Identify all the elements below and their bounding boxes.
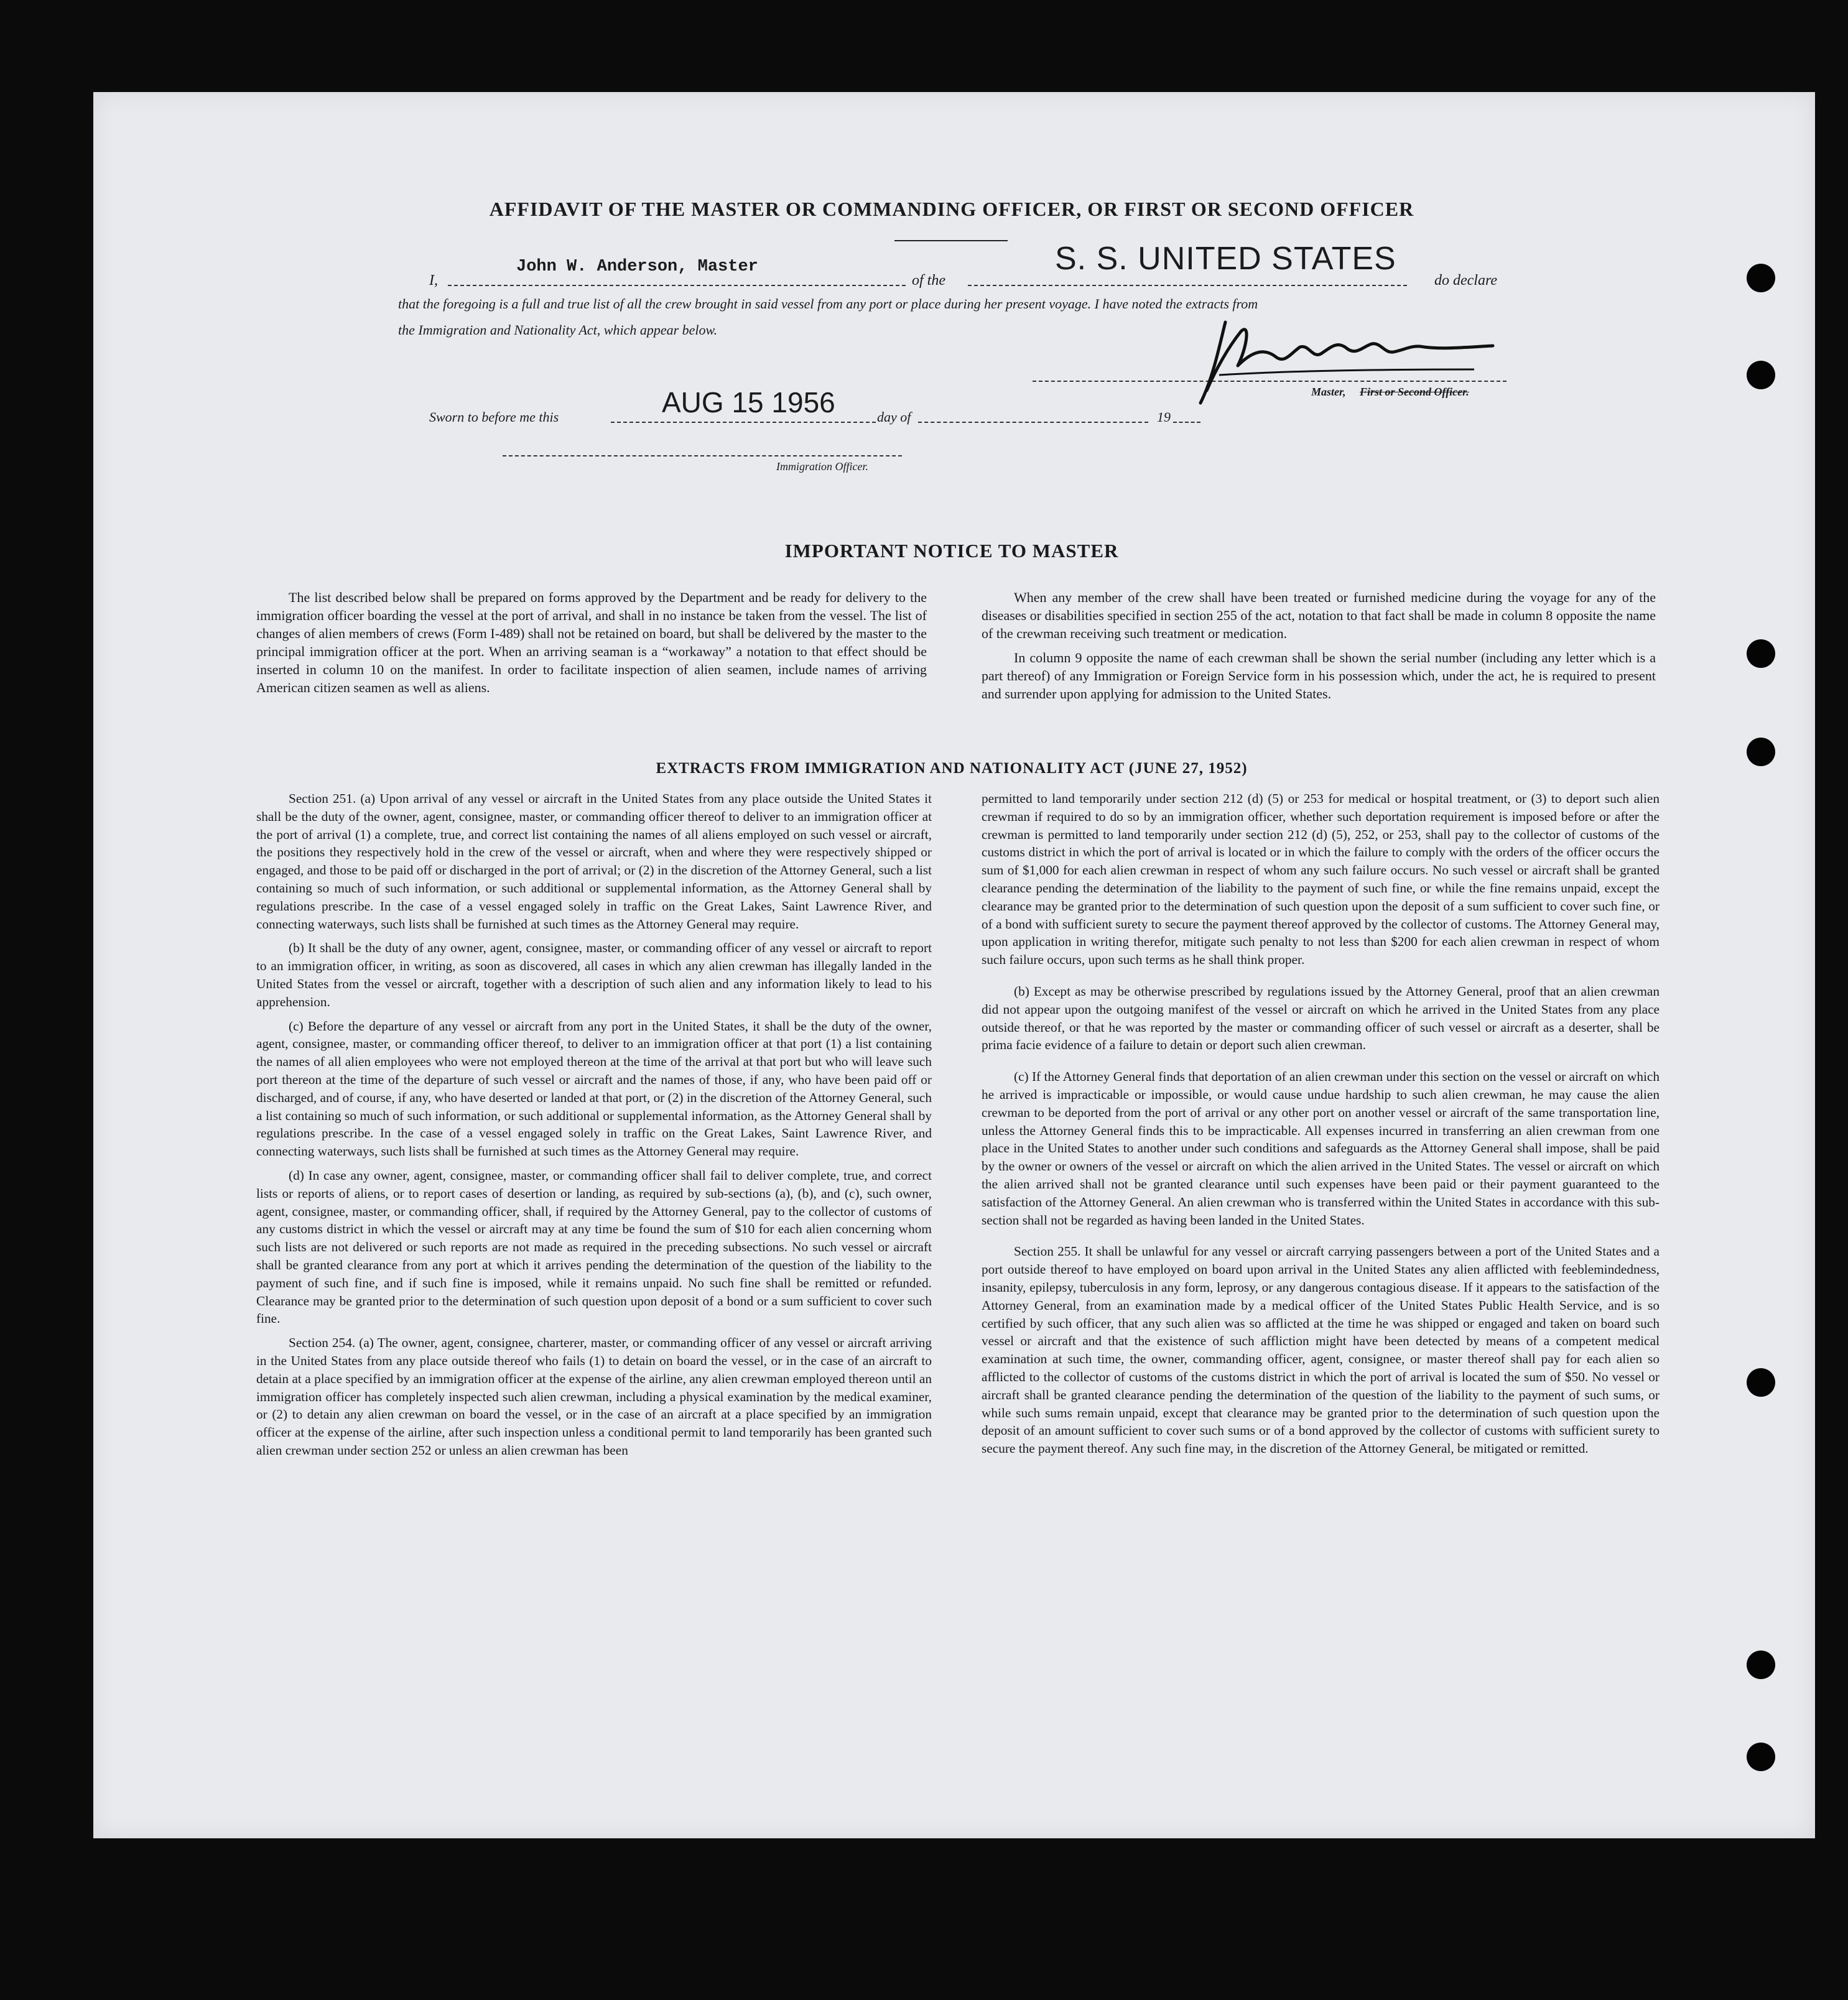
binder-hole — [1747, 264, 1775, 292]
extracts-right-column — [982, 790, 1660, 1464]
binder-hole — [1747, 639, 1775, 668]
master-name-field: John W. Anderson, Master — [516, 257, 758, 276]
notice-left-paragraph: The list described below shall be prepared on forms approved by the Department and be ready for delivery to the immigration officer boarding the vessel at the port of arrival, and shall in no instance be taken from the vessel. The list of changes of alien members of crews (Form I-489) shall not be retained on board, but shall be delivered by the master to the principal immigration officer at the port. When an arriving seaman is a “workaway” a notation to that effect should be inserted in column 10 on the manifest. In order to facilitate inspection of alien seamen, include names of arriving American citizen seamen as well as aliens. — [256, 590, 927, 695]
section-251-a: Section 251. (a) Upon arrival of any vessel or aircraft in the United States from any place outside the United States it shall be the duty of the owner, agent, consignee, master, or commanding officer thereof to deliver to an immigration officer at the port of arrival (1) a complete, true, and correct list containing the names of all aliens employed on such vessel or aircraft, the positions they respectively hold in the crew of the vessel or aircraft, when and where they were respectively shipped or engaged, and those to be paid off or discharged in the port of arrival; or (2) in the discretion of the Attorney General, such a list containing so much of such information, or such additional or supplemental information, as the Attorney General shall by regulations prescribe. In the case of a vessel engaged solely in traffic on the Great Lakes, Saint Lawrence River, and connecting waterways, such lists shall be furnished at such times as the Attorney General may require. — [256, 791, 932, 932]
immigration-officer-label: Immigration Officer. — [776, 460, 868, 473]
section-251-d: (d) In case any owner, agent, consignee, master, or commanding officer shall fail to deliver complete, true, and correct lists or reports of aliens, or to report cases of desertion or landing, as required by sub-sections (a), (b), and (c), such owner, agent, consignee, master, or commanding officer, shall, if required by the Attorney General, pay to the collector of customs of any customs district in which the vessel or aircraft may at any time be found the sum of $10 for each alien concerning whom such lists are not delivered or such reports are not made as required in the preceding subsections. No such vessel or aircraft shall be granted clearance from any port at which it arrives pending the determination of the question of the liability to the payment of such fine, and if such fine is imposed, while it remains unpaid. No such fine shall be remitted or refunded. Clearance may be granted prior to the determination of such question upon deposit of a bond or a sum sufficient to cover such fine. — [256, 1167, 932, 1326]
notice-right-column — [982, 588, 1656, 709]
declaration-line-2: the Immigration and Nationality Act, which appear below. — [398, 322, 718, 338]
extracts-left-column — [256, 790, 932, 1466]
notice-left-column — [256, 588, 927, 703]
do-declare-label: do declare — [1434, 272, 1498, 289]
declaration-line-1: that the foregoing is a full and true list of all the crew brought in said vessel from any port or place during her present voyage. I have noted the extracts from — [398, 296, 1258, 312]
binder-hole — [1747, 361, 1775, 389]
first-second-officer-struck: First or Second Officer. — [1360, 386, 1469, 398]
master-label: Master, — [1311, 386, 1346, 398]
day-of-label: day of — [877, 409, 911, 425]
of-the-label: of the — [912, 272, 945, 289]
notice-title: IMPORTANT NOTICE TO MASTER — [784, 540, 1119, 562]
section-251-b: (b) It shall be the duty of any owner, agent, consignee, master, or commanding officer of any vessel or aircraft to report to an immigration officer, in writing, as soon as discovered, all cases in which any alien crewman has illegally landed in the United States from the vessel or aircraft, together with a description of such alien and any information likely to lead to his apprehension. — [256, 940, 932, 1009]
section-255: Section 255. It shall be unlawful for any vessel or aircraft carrying passengers between a port of the United States and a port outside thereof to have employed on board upon arrival in the United States any alien afflicted with feeblemindedness, insanity, epilepsy, tuberculosis in any form, leprosy, or any dangerous contagious disease. If it appears to the satisfaction of the Attorney General, from an examination made by a medical officer of the United States Public Health Service, and is so certified by such officer, that any such alien was so afflicted at the time he was shipped or engaged and taken on board such vessel or aircraft and that the existence of such affliction might have been detected by means of a competent medical examination at such time, the owner, commanding officer, agent, consignee, or master thereof shall pay for each alien so afflicted to the collector of customs of the customs district in which the port of arrival is located the sum of $50. No vessel or aircraft shall be granted clearance pending the determination of the question of the liability to the payment of such sums, or while such sums remain unpaid, except that clearance may be granted prior to the determination of such question upon the deposit of an amount sufficient to cover such sums or of a bond approved by the collector of customs with sufficient surety to secure the payment thereof. Any such fine may, in the discretion of the Attorney General, be mitigated or remitted. — [982, 1244, 1660, 1456]
notice-right-paragraph-2: In column 9 opposite the name of each crewman shall be shown the serial number (including any letter which is a part thereof) of any Immigration or Foreign Service form in his possession which, under the act, he is required to present and surrender upon applying for admission to the United States. — [982, 650, 1656, 701]
sworn-day-line — [611, 422, 876, 423]
binder-hole — [1747, 1650, 1775, 1679]
notice-right-paragraph-1: When any member of the crew shall have been treated or furnished medicine during the voyage for any of the diseases or disabilities specified in section 255 of the act, notation to that fact shall be made in column 8 opposite the name of the crewman receiving such treatment or medication. — [982, 590, 1656, 641]
name-line — [448, 285, 906, 286]
year-line — [1173, 422, 1200, 423]
vessel-name-field: S. S. UNITED STATES — [1055, 241, 1396, 277]
year-label: 19 — [1157, 409, 1171, 425]
date-stamp: AUG 15 1956 — [662, 386, 835, 419]
extracts-title: EXTRACTS FROM IMMIGRATION AND NATIONALITY ACT (JUNE 27, 1952) — [656, 760, 1248, 777]
binder-hole — [1747, 1368, 1775, 1397]
i-label: I, — [429, 272, 438, 289]
binder-hole — [1747, 738, 1775, 766]
immigration-officer-line — [503, 455, 902, 456]
month-line — [918, 422, 1148, 423]
binder-hole — [1747, 1743, 1775, 1771]
section-254-a-continued: permitted to land temporarily under section 212 (d) (5) or 253 for medical or hospital treatment, or (3) to deport such alien crewman if required to do so by an immigration officer, whether such deportation requirement is imposed before or after the crewman is permitted to land temporarily under section 212 (d) (5), 252, or 253, shall pay to the collector of customs of the customs district in which the port of arrival is located or in which the failure to comply with the orders of the officer occurs the sum of $1,000 for each alien crewman in respect of whom any such failure occurs. No such vessel or aircraft shall be granted clearance pending the determination of the liability to the payment of such fine, or while the fine remains unpaid, except the clearance may be granted prior to the determination of such question upon the deposit of a sum sufficient to cover such fine, or of a bond with sufficient surety to secure the payment thereof approved by the collector of customs. The Attorney General may, upon application in writing therefor, mitigate such penalty to not less than $200 for each alien crewman in respect of whom such failure occurs, upon such terms as he shall think proper. — [982, 791, 1660, 968]
section-254-a: Section 254. (a) The owner, agent, consignee, charterer, master, or commanding officer of any vessel or aircraft arriving in the United States from any place outside thereof who fails (1) to detain on board the vessel, or in the case of an aircraft to detain at a place specified by an immigration officer at the expense of the airline, any alien crewman employed thereon until an immigration officer has completely inspected such alien crewman, including a physical examination by the medical examiner, or (2) to detain any alien crewman on board the vessel, or in the case of an aircraft at a place specified by an immigration officer at the expense of the airline, after such inspection unless a conditional permit to land temporarily has been granted such alien crewman under section 252 or unless an alien crewman has been — [256, 1335, 932, 1458]
sworn-label: Sworn to before me this — [429, 409, 559, 425]
title-rule — [894, 240, 1008, 241]
vessel-line — [968, 285, 1407, 286]
affidavit-title: AFFIDAVIT OF THE MASTER OR COMMANDING OFFICER, OR FIRST OR SECOND OFFICER — [489, 198, 1414, 220]
section-251-c: (c) Before the departure of any vessel or aircraft from any port in the United States, it shall be the duty of the owner, agent, consignee, master, or commanding officer thereof, to deliver to an immigration officer at that port (1) a list containing the names of all alien employees who were not employed thereon at the time of the arrival at that port but who will leave such port thereon at the time of the departure of such vessel or aircraft and the names of those, if any, who have been paid off or discharged, and of course, if any, who have deserted or landed at that port, or (2) in the discretion of the Attorney General, such a list containing so much of such information, or such additional or supplemental information, as the Attorney General shall by regulations prescribe. In the case of a vessel engaged solely in traffic on the Great Lakes, Saint Lawrence River, and connecting waterways, such lists shall be furnished at such times as the Attorney General may require. — [256, 1018, 932, 1159]
section-254-c: (c) If the Attorney General finds that deportation of an alien crewman under this section on the vessel or aircraft on which he arrived is impracticable or impossible, or would cause undue hardship to such alien crewman, he may cause the alien crewman to be deported from the port of arrival or any other port on another vessel or aircraft of the same transportation line, unless the Attorney General finds this to be impracticable. All expenses incurred in transferring an alien crewman from one place in the United States to another under such conditions and safeguards as the Attorney General shall impose, shall be paid by the owner or owners of the vessel or aircraft on which the alien arrived in the United States. The vessel or aircraft on which the alien arrived shall not be granted clearance until such expenses have been paid or their payment guaranteed to the satisfaction of the Attorney General. An alien crewman who is transferred within the United States in accordance with this sub-section shall not be regarded as having been landed in the United States. — [982, 1069, 1660, 1228]
section-254-b: (b) Except as may be otherwise prescribed by regulations issued by the Attorney General, proof that an alien crewman did not appear upon the outgoing manifest of the vessel or aircraft on which he arrived in the United States from any place outside thereof, or that he was reported by the master or commanding officer of such vessel or aircraft as a deserter, shall be prima facie evidence of a failure to detain or deport such alien crewman. — [982, 983, 1660, 1053]
